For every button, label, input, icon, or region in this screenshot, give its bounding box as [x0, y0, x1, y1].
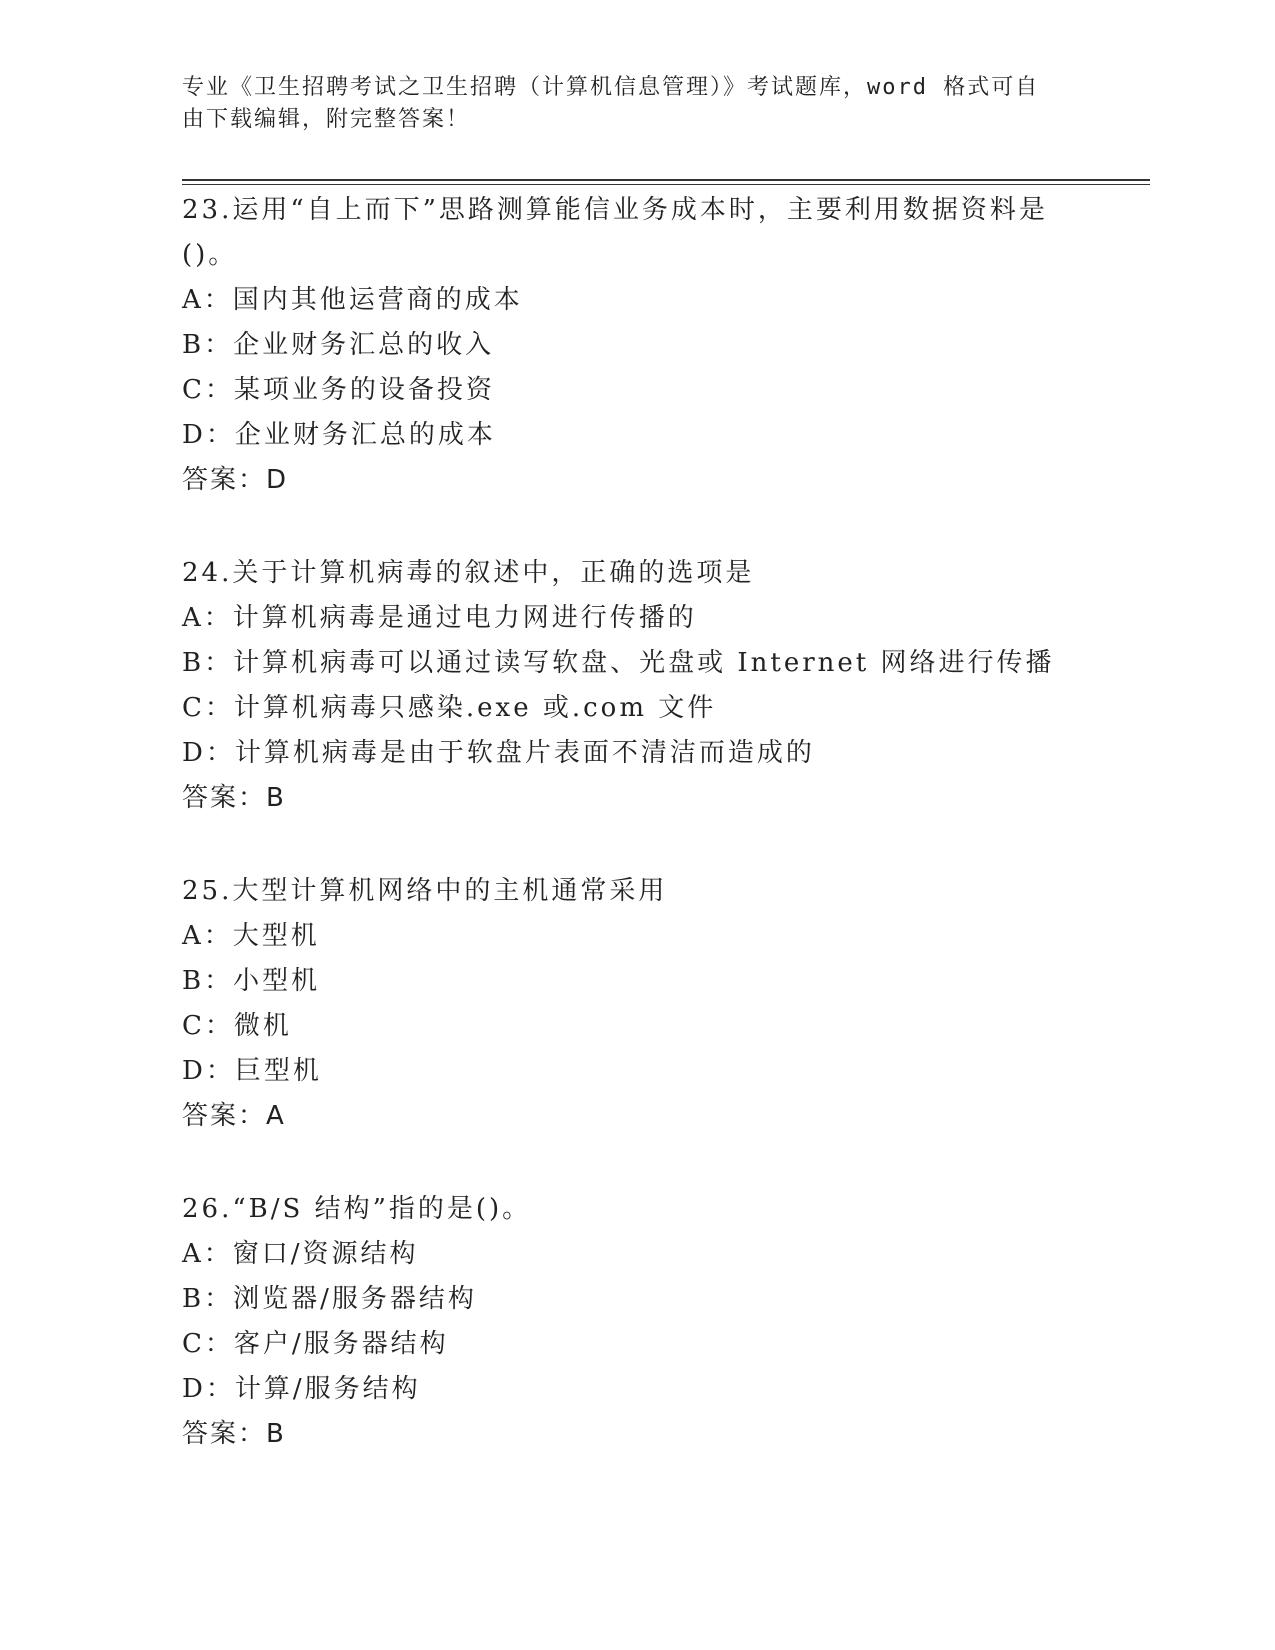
option-c: C：客户/服务器结构 [182, 1329, 449, 1359]
option-b: B：企业财务汇总的收入 [182, 330, 495, 360]
option-d: D：计算机病毒是由于软盘片表面不清洁而造成的 [182, 738, 815, 768]
option-d: D：巨型机 [182, 1056, 322, 1086]
question-24 [182, 551, 1112, 821]
question-list [182, 188, 1112, 1505]
option-a: A：大型机 [182, 921, 320, 951]
header-divider-thin [182, 184, 1150, 185]
answer-label: 答案：A [182, 1101, 286, 1131]
option-c: C：计算机病毒只感染.exe 或.com 文件 [182, 693, 717, 723]
answer-label: 答案：B [182, 1419, 286, 1449]
answer-label: 答案：B [182, 783, 286, 813]
option-b: B：浏览器/服务器结构 [182, 1284, 477, 1314]
question-stem-continued: ()。 [182, 240, 238, 270]
question-stem: 24.关于计算机病毒的叙述中，正确的选项是 [182, 558, 755, 588]
question-stem: 23.运用“自上而下”思路测算能信业务成本时，主要利用数据资料是 [182, 195, 1048, 225]
question-stem: 25.大型计算机网络中的主机通常采用 [182, 876, 668, 906]
option-d: D：企业财务汇总的成本 [182, 420, 496, 450]
option-c: C：某项业务的设备投资 [182, 375, 495, 405]
header-line-1: 专业《卫生招聘考试之卫生招聘（计算机信息管理）》考试题库，word 格式可自 [182, 75, 1040, 100]
option-b: B：计算机病毒可以通过读写软盘、光盘或 Internet 网络进行传播 [182, 648, 1055, 678]
answer-label: 答案：D [182, 465, 289, 495]
option-b: B：小型机 [182, 966, 321, 996]
question-26 [182, 1187, 1112, 1457]
option-c: C：微机 [182, 1011, 292, 1041]
document-header [182, 72, 1062, 136]
header-line-2: 由下载编辑，附完整答案！ [182, 107, 471, 132]
question-23 [182, 188, 1112, 503]
option-a: A：计算机病毒是通过电力网进行传播的 [182, 603, 697, 633]
option-a: A：国内其他运营商的成本 [182, 285, 523, 315]
question-stem: 26.“B/S 结构”指的是()。 [182, 1194, 532, 1224]
question-25 [182, 869, 1112, 1139]
header-divider-thick [182, 179, 1150, 181]
option-a: A：窗口/资源结构 [182, 1239, 419, 1269]
option-d: D：计算/服务结构 [182, 1374, 421, 1404]
